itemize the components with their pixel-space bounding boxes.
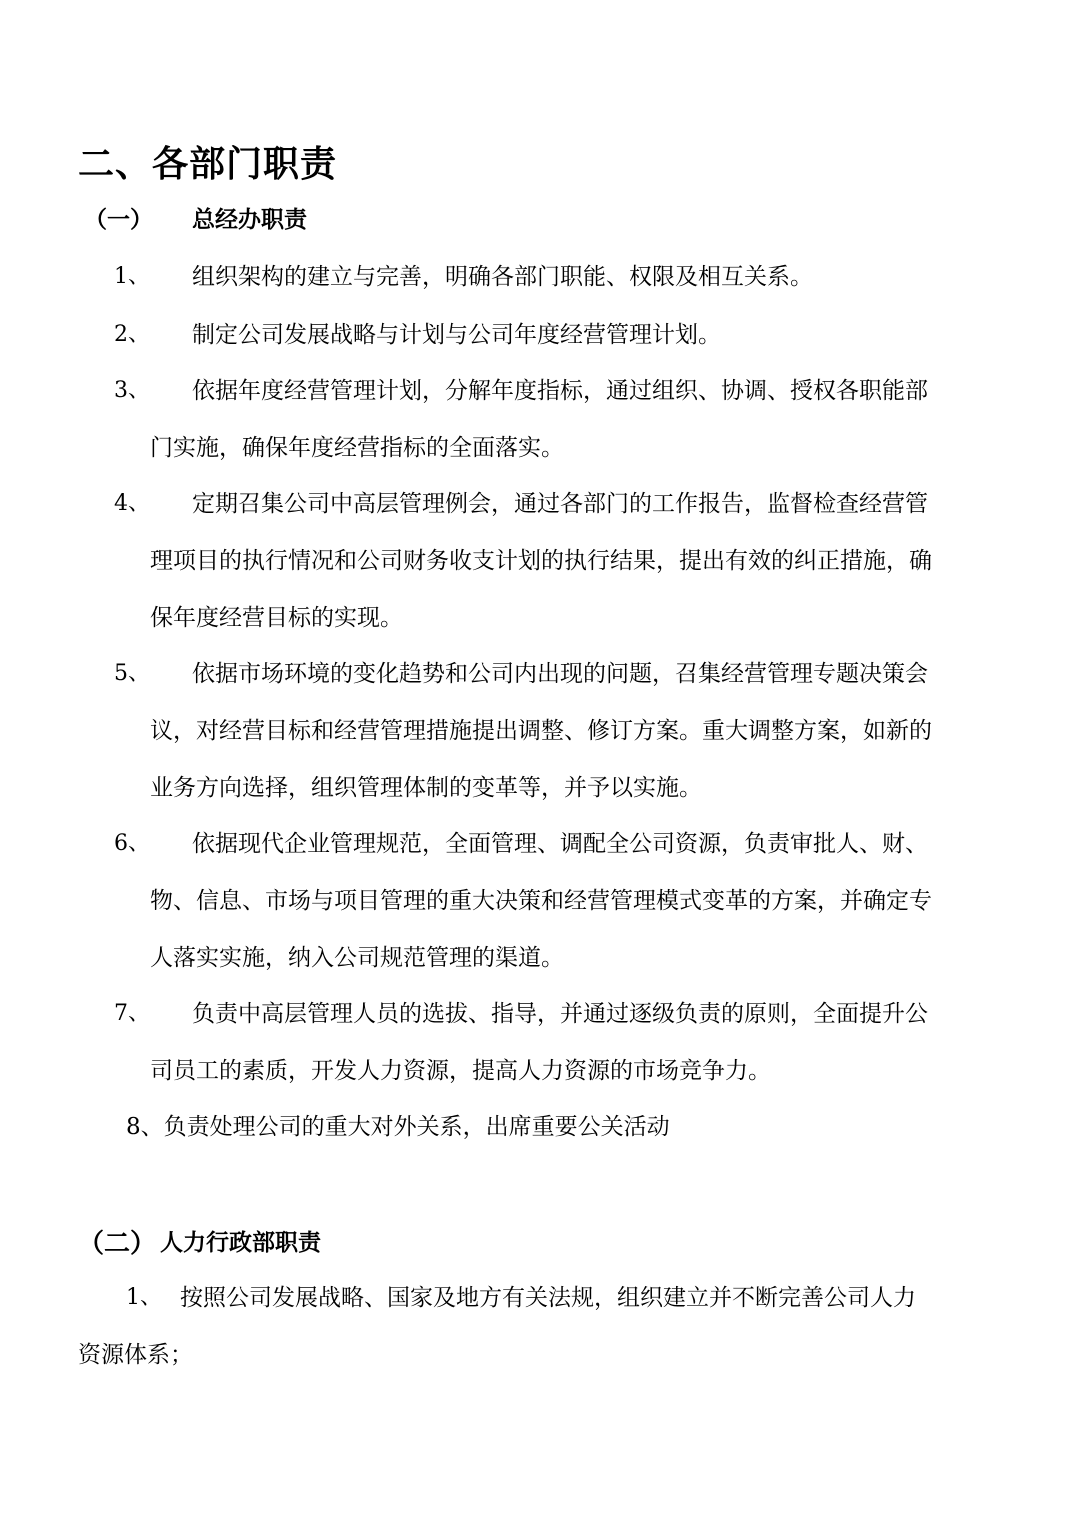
page-heading: 二、各部门职责: [78, 143, 338, 185]
list-item-text-continued: 司员工的素质，开发人力资源，提高人力资源的市场竞争力。: [150, 1058, 771, 1084]
list-item-number: 1、: [126, 1285, 162, 1310]
list-item-number: 7、: [114, 1001, 150, 1026]
section1-marker: （一）: [84, 206, 153, 233]
list-item-number: 3、: [114, 378, 150, 403]
section2-title: 人力行政部职责: [160, 1229, 321, 1256]
list-item-text: 8、负责处理公司的重大对外关系，出席重要公关活动: [126, 1114, 670, 1140]
list-item-text-continued: 人落实实施，纳入公司规范管理的渠道。: [150, 945, 564, 971]
section1-title: 总经办职责: [192, 206, 307, 233]
list-item-text: 制定公司发展战略与计划与公司年度经营管理计划。: [192, 322, 721, 348]
list-item-text-continued: 物、信息、市场与项目管理的重大决策和经营管理模式变革的方案，并确定专: [150, 888, 932, 914]
list-item-text: 组织架构的建立与完善，明确各部门职能、权限及相互关系。: [192, 264, 813, 290]
list-item-text-continued: 业务方向选择，组织管理体制的变革等，并予以实施。: [150, 775, 702, 801]
list-item-text: 负责中高层管理人员的选拔、指导，并通过逐级负责的原则，全面提升公: [192, 1001, 928, 1027]
section2-marker: （二）: [78, 1229, 157, 1259]
list-item-number: 4、: [114, 491, 150, 516]
list-item-text-continued: 资源体系；: [78, 1342, 193, 1368]
list-item-text: 按照公司发展战略、国家及地方有关法规，组织建立并不断完善公司人力: [180, 1285, 916, 1311]
list-item-text: 定期召集公司中高层管理例会，通过各部门的工作报告，监督检查经营管: [192, 491, 928, 517]
list-item-number: 5、: [114, 661, 150, 686]
list-item-text-continued: 保年度经营目标的实现。: [150, 605, 403, 631]
list-item-text: 依据年度经营管理计划，分解年度指标，通过组织、协调、授权各职能部: [192, 378, 928, 404]
list-item-text-continued: 理项目的执行情况和公司财务收支计划的执行结果，提出有效的纠正措施，确: [150, 548, 932, 574]
list-item-number: 6、: [114, 831, 150, 856]
list-item-text: 依据市场环境的变化趋势和公司内出现的问题，召集经营管理专题决策会: [192, 661, 928, 687]
list-item-number: 2、: [114, 322, 150, 347]
list-item-number: 1、: [114, 264, 150, 289]
list-item-text-continued: 议，对经营目标和经营管理措施提出调整、修订方案。重大调整方案，如新的: [150, 718, 932, 744]
list-item-text-continued: 门实施，确保年度经营指标的全面落实。: [150, 435, 564, 461]
list-item-text: 依据现代企业管理规范，全面管理、调配全公司资源，负责审批人、财、: [192, 831, 928, 857]
